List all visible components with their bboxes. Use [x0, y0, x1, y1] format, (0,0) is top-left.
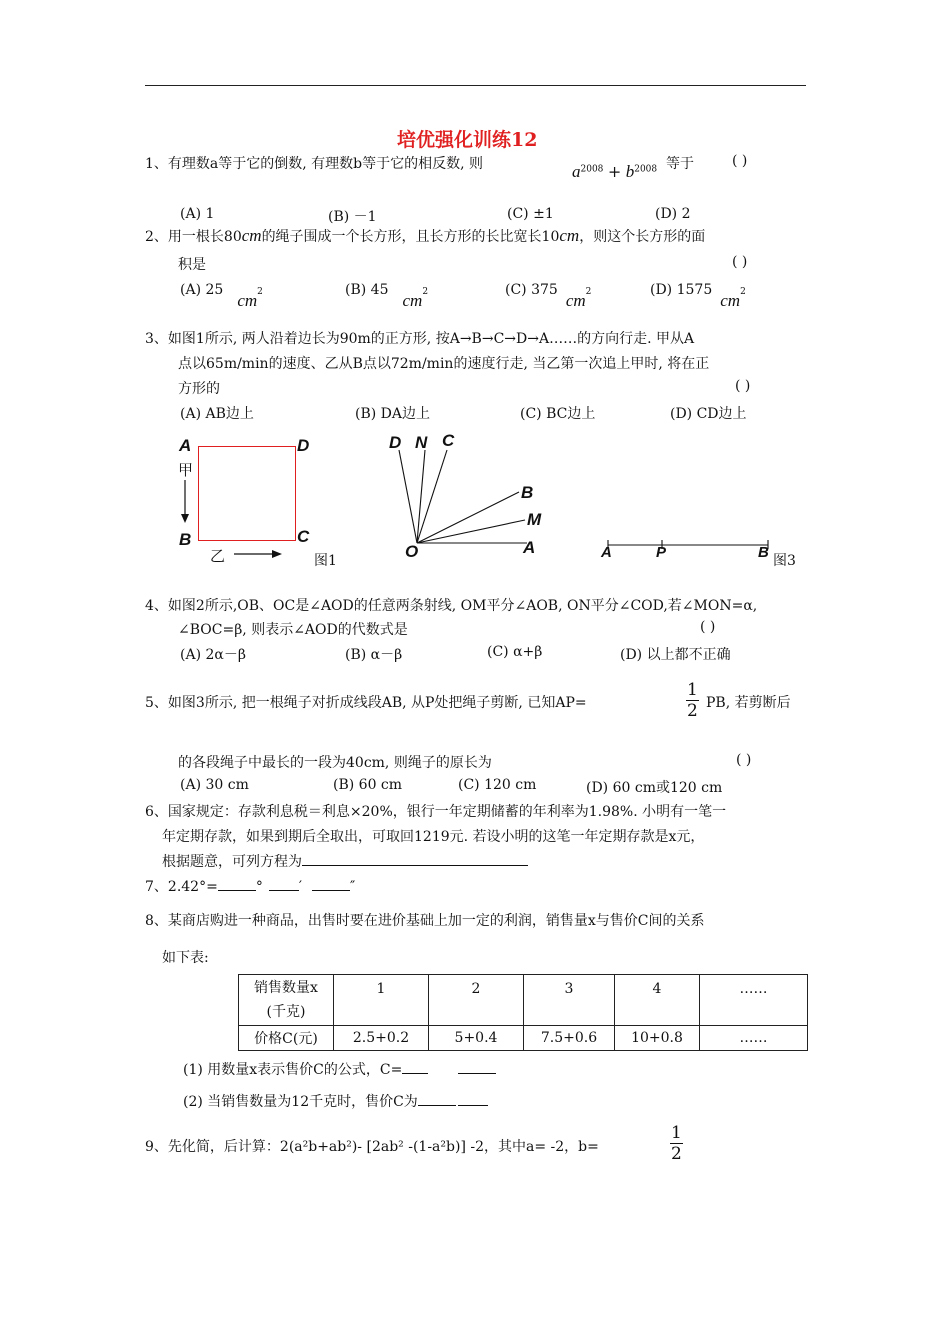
fig1-label-jia: 甲 — [178, 461, 194, 479]
q8-sub2: (2) 当销售数量为12千克时，售价C为 — [183, 1091, 488, 1111]
q4-option-a: (A) 2α－β — [180, 647, 246, 663]
fig2-label-n: N — [415, 433, 428, 452]
q2-line1: 2、用一根长80cm的绳子围成一个长方形，且长方形的长比宽长10cm，则这个长方形的面 — [145, 226, 706, 245]
table-cell: 2.5+0.2 — [334, 1026, 429, 1051]
q4-line2: ∠BOC=β, 则表示∠AOD的代数式是 — [178, 622, 408, 638]
fig1-caption: 图1 — [314, 553, 337, 569]
table-cell: 7.5+0.6 — [524, 1026, 615, 1051]
table-cell: 4 — [615, 975, 700, 1026]
fig1-label-c: C — [297, 527, 310, 546]
q3-line2: 点以65m/min的速度、乙从B点以72m/min的速度行走, 当乙第一次追上甲时, 将在正 — [178, 356, 710, 372]
q8-line2: 如下表: — [162, 950, 209, 966]
q3-option-c: (C) BC边上 — [520, 406, 596, 422]
q3-option-b: (B) DA边上 — [355, 406, 430, 422]
q6-line3: 根据题意，可列方程为 — [162, 851, 528, 871]
ray-ob — [417, 492, 519, 543]
fig3-segment — [602, 536, 774, 552]
q3-line1: 3、如图1所示, 两人沿着边长为90m的正方形, 按A→B→C→D→A……的方向行走. 甲从A — [145, 331, 695, 347]
table-cell: 2 — [429, 975, 524, 1026]
ray-om — [417, 520, 525, 543]
q8-sub1: (1) 用数量x表示售价C的公式，C= — [183, 1059, 496, 1079]
fig1-label-yi: 乙 — [210, 547, 226, 565]
table-cell: …… — [700, 975, 808, 1026]
q2-option-a: (A) $25cm^2$ — [180, 282, 263, 310]
q8-sub1-blank-2[interactable] — [458, 1059, 496, 1074]
q5-option-d: (D) 60 cm或120 cm — [586, 780, 723, 796]
table-cell: …… — [700, 1026, 808, 1051]
table-cell: 3 — [524, 975, 615, 1026]
fig2-label-b: B — [521, 483, 534, 502]
fig3-caption: 图3 — [773, 553, 796, 569]
header-rule — [145, 85, 806, 86]
q8-line1: 8、某商店购进一种商品，出售时要在进价基础上加一定的利润，销售量x与售价C间的关系 — [145, 913, 705, 929]
q1-expression: $a^{2008} + b^{2008}$ — [572, 162, 658, 181]
q1-option-a: (A) 1 — [180, 206, 215, 222]
fig1-arrow-right — [232, 545, 284, 563]
q7-blank-seconds[interactable] — [312, 876, 350, 891]
q3-answer-paren: ( ) — [735, 378, 751, 394]
q3-option-d: (D) CD边上 — [670, 406, 747, 422]
fig1-arrow-down — [176, 478, 196, 526]
q1-option-b: (B) －1 — [328, 209, 377, 225]
table-cell: 1 — [334, 975, 429, 1026]
q7-line: 7、2.42°= ° ′ ″ — [145, 876, 355, 896]
q1-option-c: (C) ±1 — [507, 206, 554, 222]
q6-line1: 6、国家规定：存款利息税＝利息×20%，银行一年定期储蓄的年利率为1.98%. 小明有一笔一 — [145, 804, 727, 820]
q6-line2: 年定期存款，如果到期后全取出，可取回1219元. 若设小明的这笔一年定期存款是x元， — [162, 829, 705, 845]
fig2-label-c: C — [442, 431, 455, 450]
fig2-label-m: M — [527, 510, 542, 529]
q2-option-c: (C) $375cm^2$ — [505, 282, 592, 310]
q6-answer-blank[interactable] — [302, 851, 528, 866]
q8-sub2-blank[interactable] — [418, 1091, 456, 1106]
q1-option-d: (D) 2 — [655, 206, 691, 222]
fig1-square — [198, 446, 296, 541]
q5-line1-a: 5、如图3所示, 把一根绳子对折成线段AB, 从P处把绳子剪断, 已知AP= — [145, 695, 587, 711]
fig2-label-d: D — [389, 433, 402, 452]
table-row — [239, 1026, 808, 1051]
q3-line3: 方形的 — [178, 381, 220, 397]
table-header-price: 价格C(元) — [239, 1026, 334, 1051]
fig1-label-a: A — [179, 436, 192, 455]
table-row — [239, 975, 808, 1026]
q5-line2: 的各段绳子中最长的一段为40cm, 则绳子的原长为 — [178, 755, 492, 771]
q5-option-c: (C) 120 cm — [458, 777, 537, 793]
q7-blank-degrees[interactable] — [218, 876, 256, 891]
fig3-label-a: A — [601, 544, 612, 561]
fig1-label-b: B — [179, 530, 192, 549]
q1-tail: 等于 — [666, 156, 694, 172]
fig3-label-b: B — [758, 544, 769, 561]
q4-option-b: (B) α－β — [345, 647, 403, 663]
fig2-label-o: O — [405, 542, 419, 561]
table-cell: 10+0.8 — [615, 1026, 700, 1051]
q8-sub2-blank-2[interactable] — [458, 1091, 488, 1106]
q4-option-d: (D) 以上都不正确 — [620, 647, 731, 663]
q2-line2: 积是 — [178, 257, 206, 273]
q8-table — [238, 974, 808, 1051]
q8-sub1-blank[interactable] — [402, 1059, 428, 1074]
q5-option-a: (A) 30 cm — [180, 777, 249, 793]
q2-option-d: (D) $1575cm^2$ — [650, 282, 746, 310]
q5-option-b: (B) 60 cm — [333, 777, 403, 793]
fig2-label-a: A — [523, 538, 536, 557]
page-title: 培优强化训练12 — [397, 129, 538, 151]
q1-answer-paren: ( ) — [732, 153, 748, 169]
table-cell: 5+0.4 — [429, 1026, 524, 1051]
fig3-label-p: P — [656, 544, 667, 561]
q1-stem: 1、有理数a等于它的倒数, 有理数b等于它的相反数, 则 — [145, 156, 484, 172]
ray-od — [399, 450, 417, 543]
q3-option-a: (A) AB边上 — [180, 406, 254, 422]
q4-option-c: (C) α+β — [487, 644, 543, 660]
fig1-label-d: D — [297, 436, 310, 455]
q2-option-b: (B) $45cm^2$ — [345, 282, 429, 310]
q5-answer-paren: ( ) — [736, 752, 752, 768]
q4-answer-paren: ( ) — [700, 619, 716, 635]
q2-answer-paren: ( ) — [732, 254, 748, 270]
q4-line1: 4、如图2所示,OB、OC是∠AOD的任意两条射线, OM平分∠AOB, ON平分∠COD,若∠MON=α, — [145, 598, 758, 614]
q7-blank-minutes[interactable] — [269, 876, 299, 891]
table-header-qty: 销售数量x (千克) — [239, 975, 334, 1026]
q5-fraction: $\frac{1}{2}$ — [687, 680, 698, 721]
q5-line1-b: PB, 若剪断后 — [706, 695, 791, 711]
q9-fraction: $\frac{1}{2}$ — [671, 1123, 682, 1164]
q9-text: 9、先化简，后计算：2(a²b+ab²)- [2ab² -(1-a²b)] -2，其中a= -2，b= — [145, 1139, 599, 1155]
